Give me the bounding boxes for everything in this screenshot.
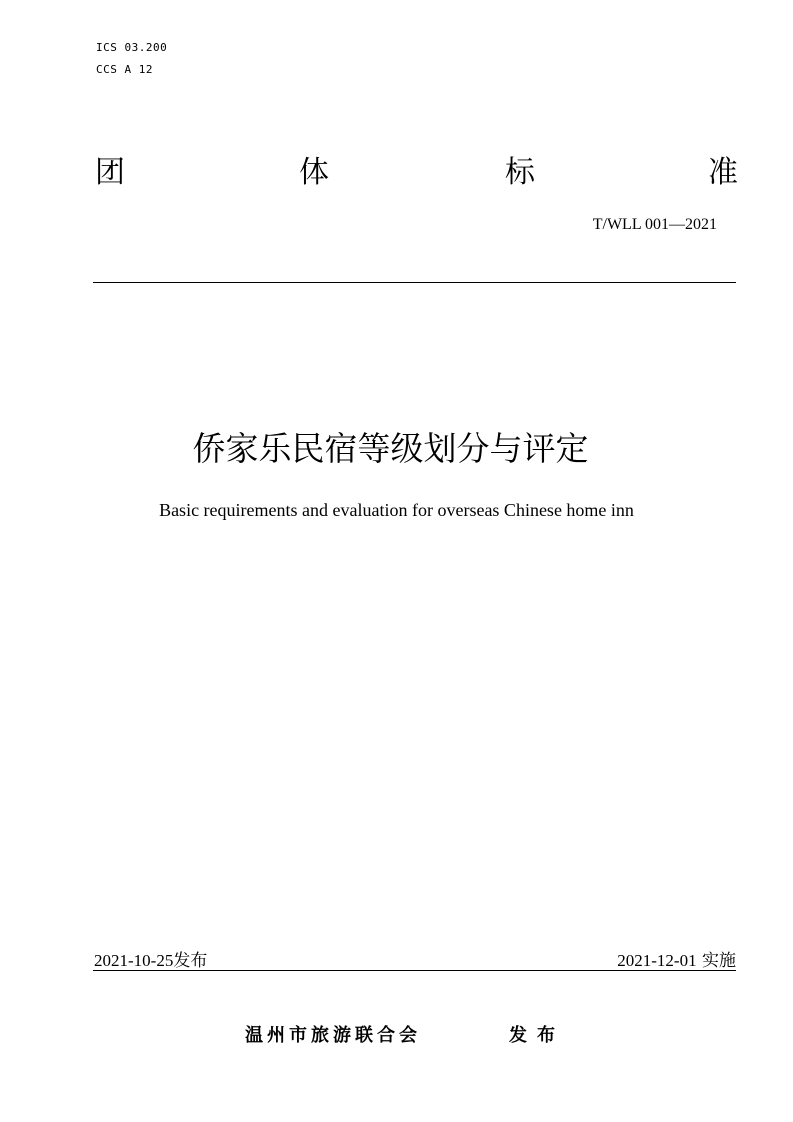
standard-type-char-4: 准: [708, 155, 738, 190]
standard-type-char-2: 体: [299, 155, 329, 190]
standard-number: T/WLL 001—2021: [592, 216, 717, 233]
implement-label: 实施: [702, 951, 736, 971]
standard-type-char-3: 标: [505, 155, 535, 190]
chinese-title: 侨家乐民宿等级划分与评定: [192, 429, 589, 468]
standard-type-char-1: 团: [95, 155, 125, 190]
implement-date: 2021-12-01: [617, 951, 697, 970]
implement-date-line: [617, 950, 736, 972]
ccs-code: CCS A 12: [96, 63, 153, 76]
publisher-name: 温州市旅游联合会: [245, 1025, 421, 1046]
english-title: Basic requirements and evaluation for overseas Chinese home inn: [159, 500, 634, 520]
header-divider: [93, 282, 736, 283]
footer-divider: [93, 970, 736, 971]
issue-date-line: [94, 950, 207, 972]
publish-label: 发布: [509, 1025, 565, 1046]
issue-date: 2021-10-25: [94, 951, 174, 970]
ics-code: ICS 03.200: [96, 41, 168, 54]
issue-label: 发布: [173, 951, 208, 971]
